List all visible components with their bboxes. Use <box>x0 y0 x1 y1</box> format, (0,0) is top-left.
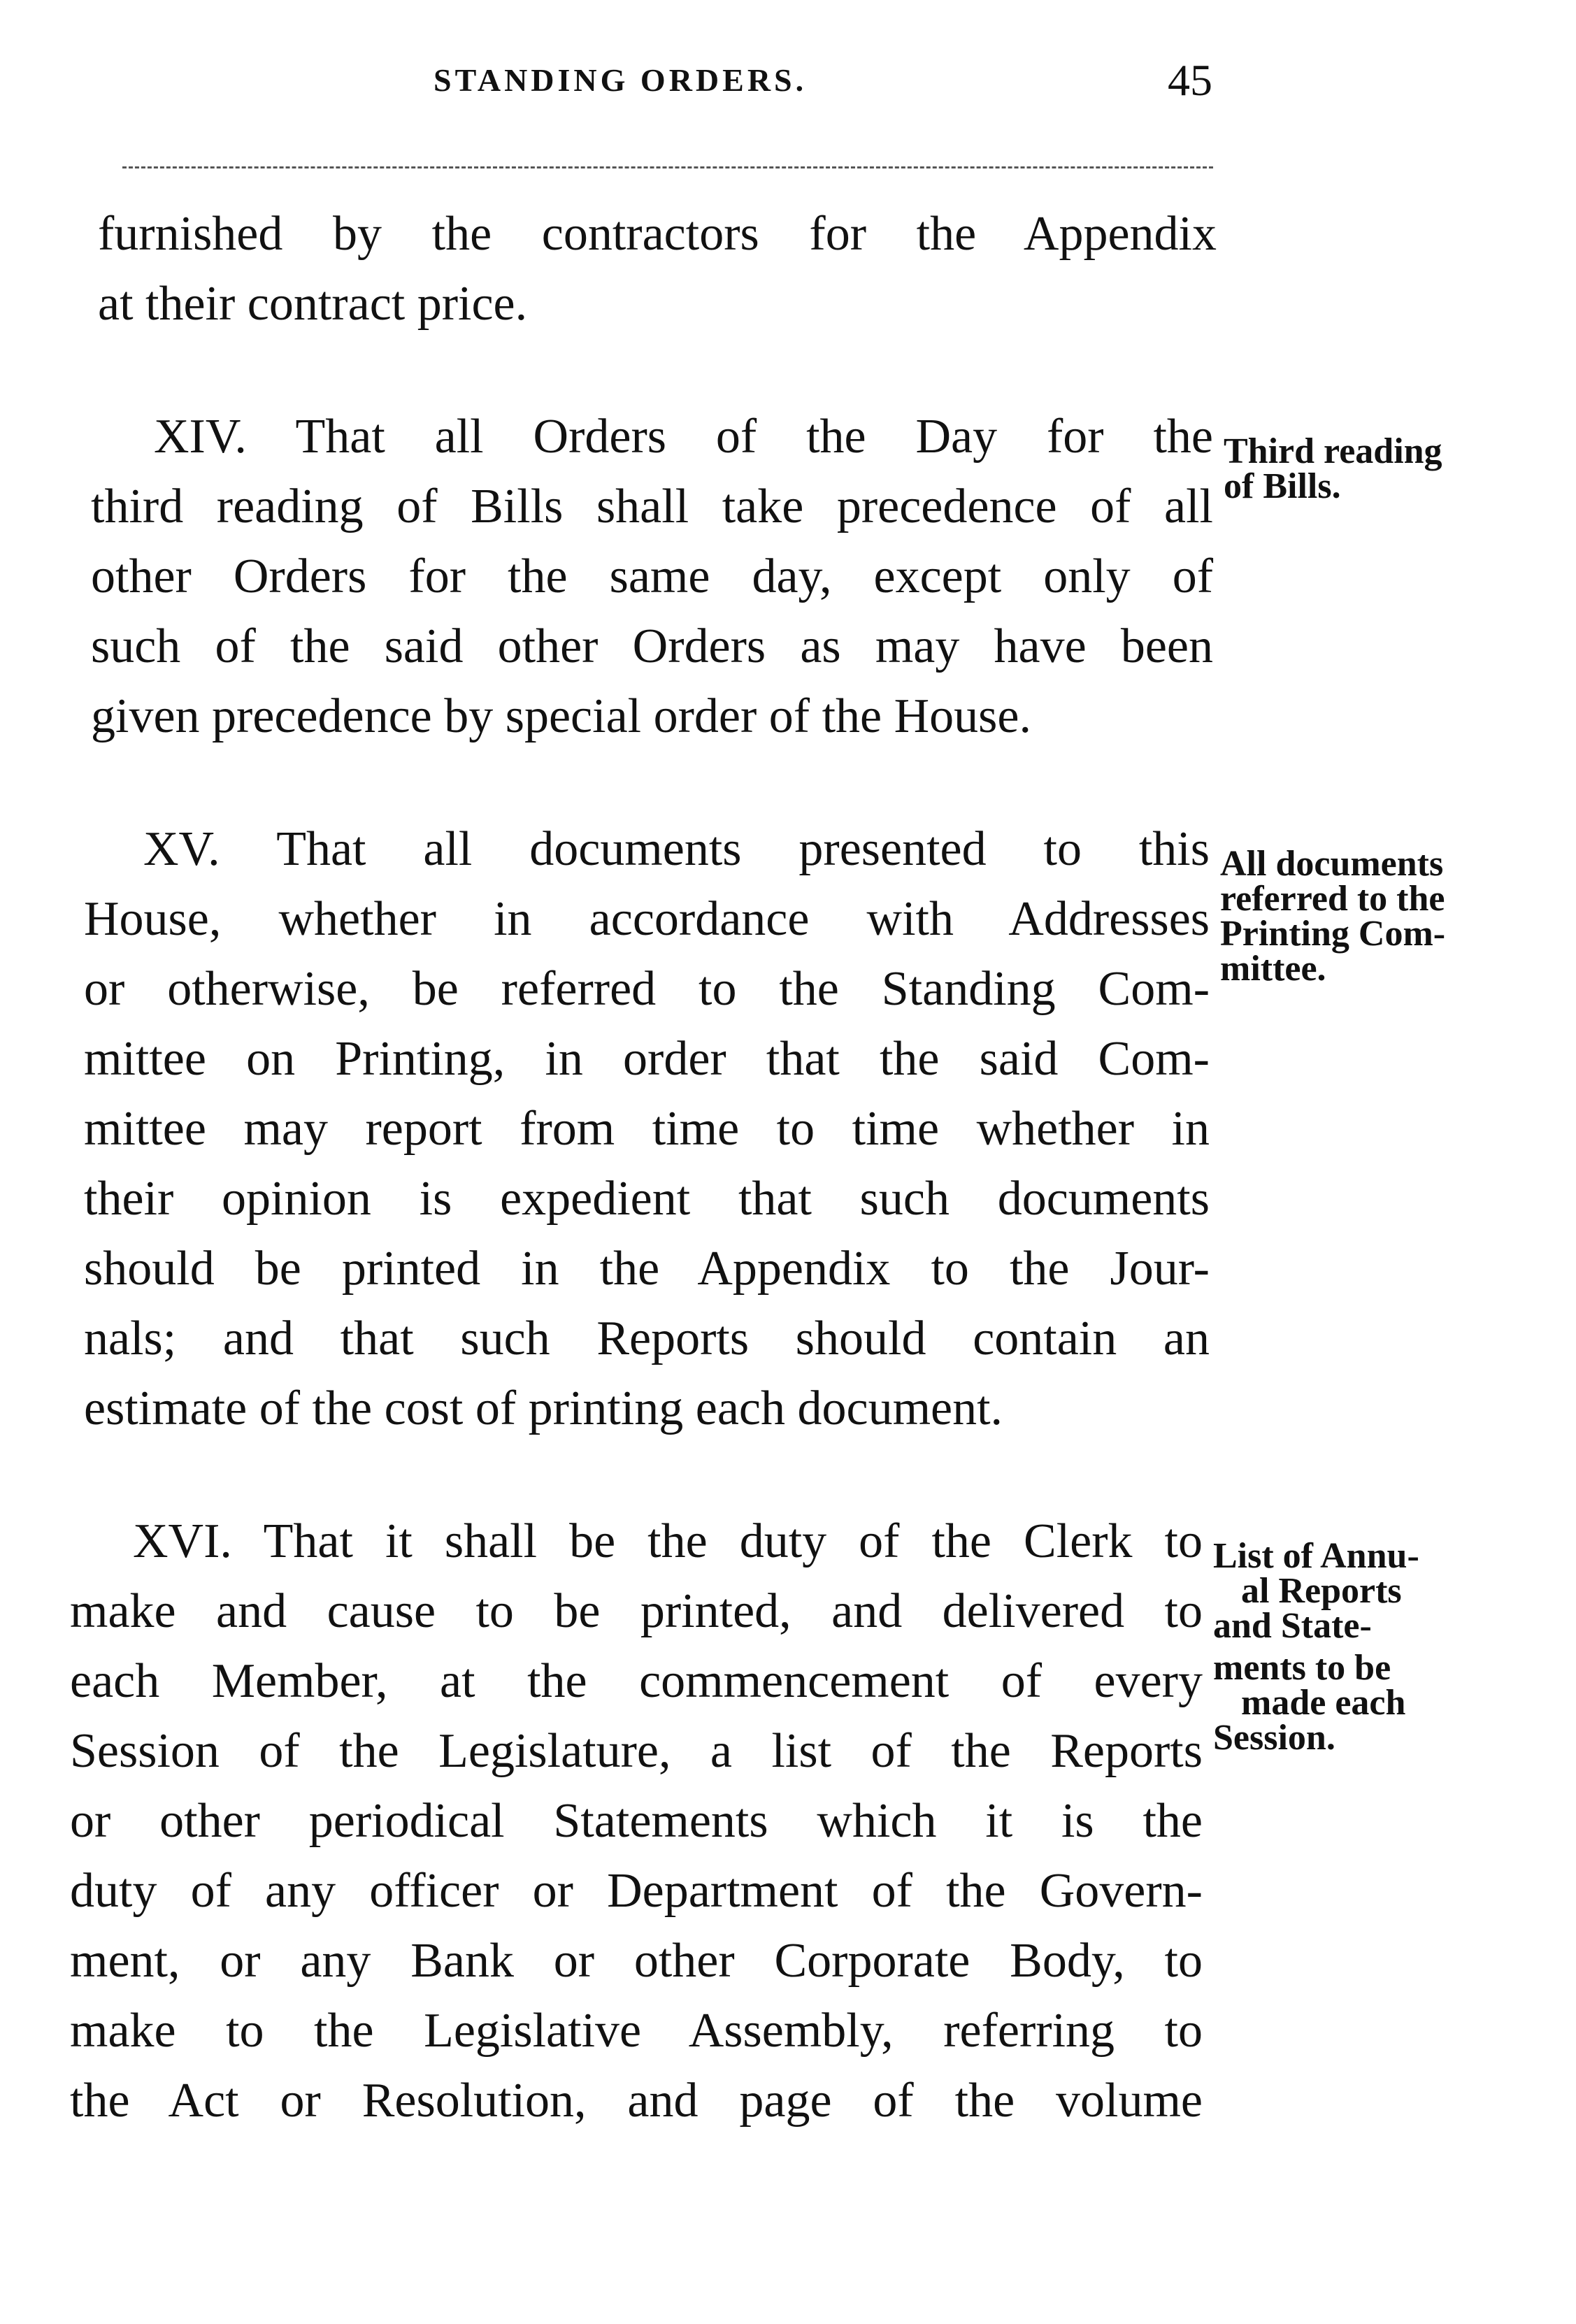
text-line: at their contract price. <box>98 277 528 331</box>
running-head-title: STANDING ORDERS. <box>434 62 808 98</box>
text-line: duty of any officer or Department of the Govern- <box>70 1864 1203 1918</box>
page-number: 45 <box>1168 55 1212 105</box>
text-line: nals; and that such Reports should contain an <box>84 1312 1210 1365</box>
side-note-line: All documents <box>1220 844 1444 884</box>
side-note-line: Session. <box>1213 1718 1335 1758</box>
side-note-line: Third reading <box>1224 431 1442 471</box>
text-line: Session of the Legislature, a list of the Reports <box>70 1724 1203 1778</box>
text-line: mittee may report from time to time whether in <box>84 1102 1210 1156</box>
side-note-line: made each <box>1241 1683 1406 1723</box>
side-note-line: and State- <box>1213 1606 1372 1646</box>
text-line: XIV. That all Orders of the Day for the <box>154 410 1213 464</box>
header-rule <box>122 166 1213 168</box>
text-line: estimate of the cost of printing each document. <box>84 1382 1003 1435</box>
text-line: third reading of Bills shall take precedence of all <box>91 480 1213 533</box>
side-note-line: List of Annu- <box>1213 1536 1419 1576</box>
text-line: ment, or any Bank or other Corporate Body, to <box>70 1934 1203 1988</box>
text-line: make and cause to be printed, and delivered to <box>70 1584 1203 1638</box>
text-line: the Act or Resolution, and page of the volume <box>70 2074 1203 2128</box>
text-line: mittee on Printing, in order that the said Com- <box>84 1032 1210 1086</box>
side-note-line: of Bills. <box>1224 466 1341 506</box>
text-line: make to the Legislative Assembly, referring to <box>70 2004 1203 2058</box>
text-line: their opinion is expedient that such documents <box>84 1172 1210 1226</box>
text-line: each Member, at the commencement of every <box>70 1654 1203 1708</box>
text-line: XVI. That it shall be the duty of the Clerk to <box>133 1514 1203 1568</box>
side-note-line: al Reports <box>1241 1571 1402 1611</box>
text-line: given precedence by special order of the House. <box>91 689 1031 743</box>
text-line: House, whether in accordance with Addresses <box>84 892 1210 946</box>
text-line: such of the said other Orders as may have been <box>91 619 1213 673</box>
side-note-line: referred to the <box>1220 879 1445 919</box>
text-line: furnished by the contractors for the Appendix <box>98 207 1217 261</box>
text-line: or other periodical Statements which it is the <box>70 1794 1203 1848</box>
text-line: or otherwise, be referred to the Standing Com- <box>84 962 1210 1016</box>
side-note-line: ments to be <box>1213 1648 1391 1688</box>
text-line: should be printed in the Appendix to the Jour- <box>84 1242 1210 1296</box>
side-note-line: Printing Com- <box>1220 914 1446 954</box>
text-line: other Orders for the same day, except only of <box>91 550 1213 603</box>
side-note-line: mittee. <box>1220 949 1326 989</box>
text-line: XV. That all documents presented to this <box>143 822 1210 876</box>
